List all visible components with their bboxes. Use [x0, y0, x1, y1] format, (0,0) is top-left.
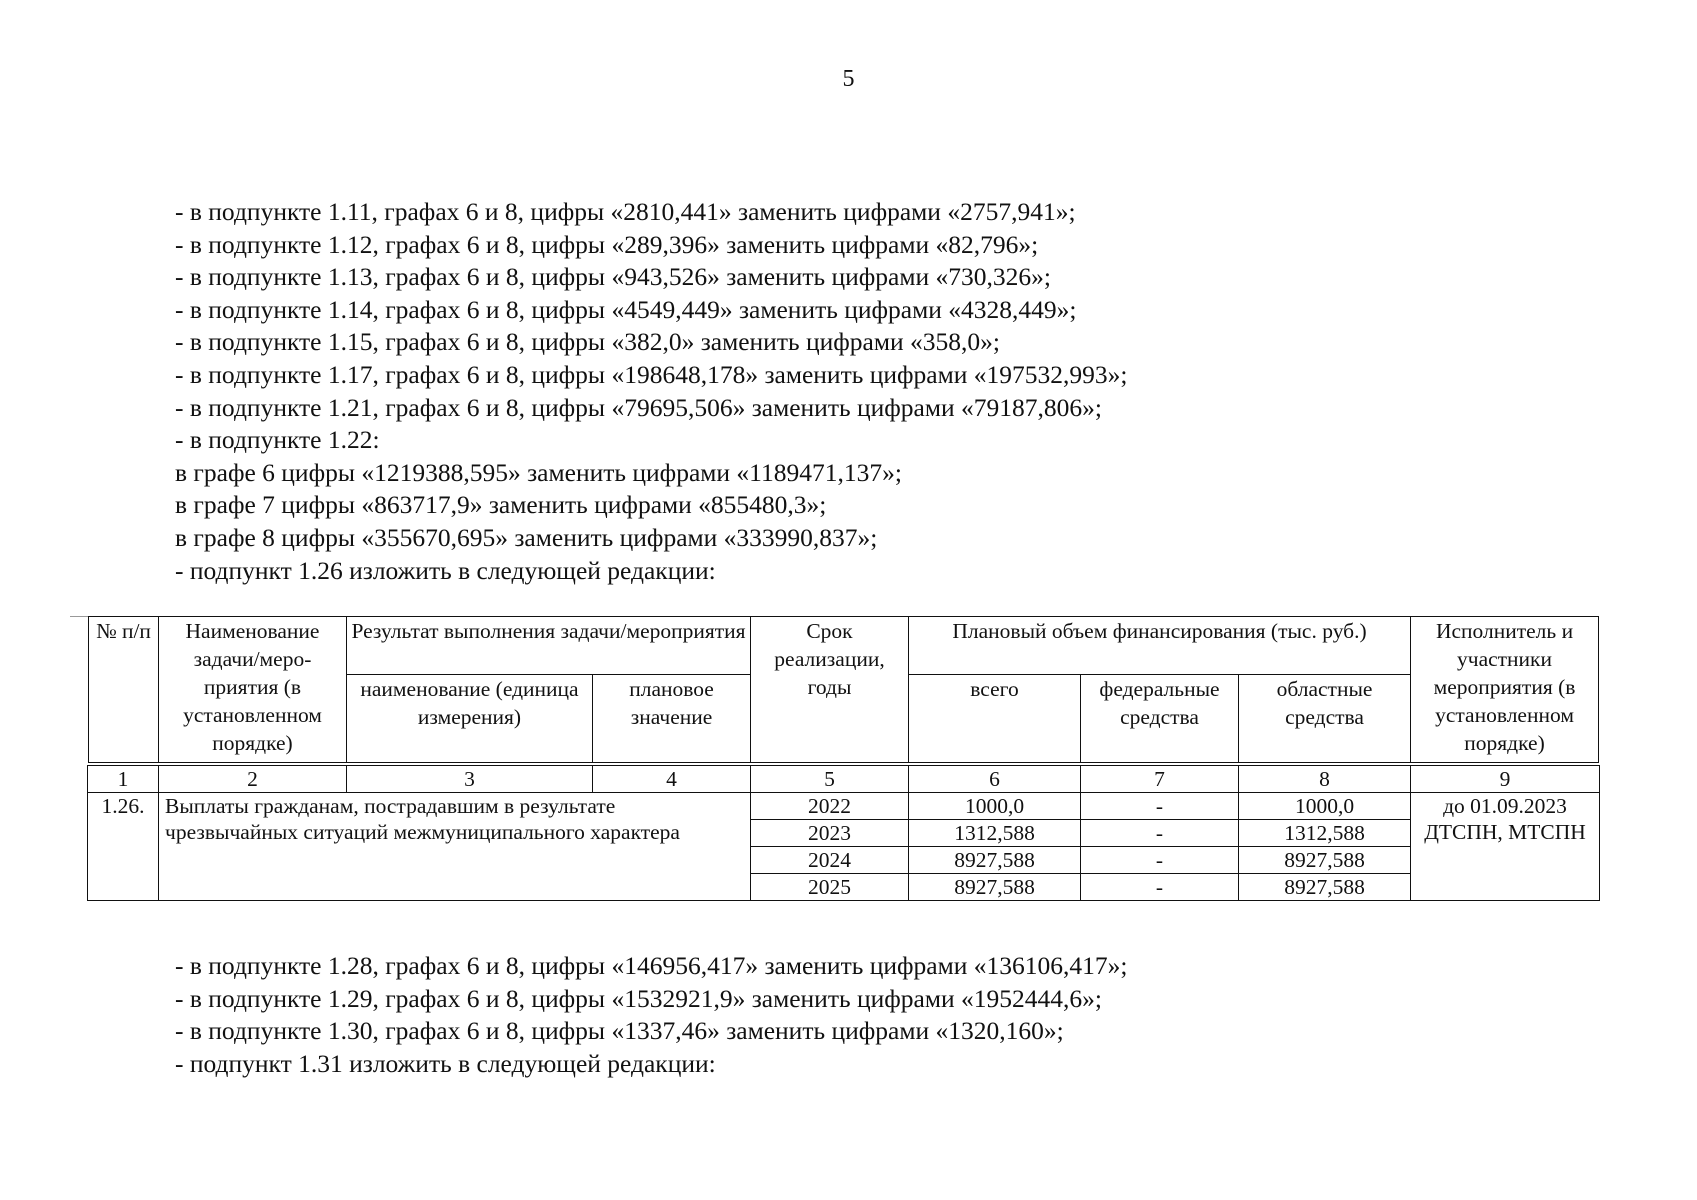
- header-funding: Плановый объем финансирования (тыс. руб.): [909, 617, 1411, 675]
- federal-cell: -: [1081, 847, 1239, 874]
- column-number: 7: [1081, 766, 1239, 793]
- amendment-line: - подпункт 1.26 изложить в следующей редакции:: [175, 555, 716, 585]
- amendment-line: - в подпункте 1.13, графах 6 и 8, цифры «943,526» заменить цифрами «730,326»;: [175, 262, 1051, 292]
- column-number: 4: [593, 766, 751, 793]
- header-result-name: наименование (единица измерения): [347, 675, 593, 763]
- amendments-top: [175, 196, 1127, 587]
- executor-cell: до 01.09.2023 ДТСПН, МТСПН: [1411, 793, 1600, 901]
- column-number: 5: [751, 766, 909, 793]
- table-header: [88, 616, 1599, 763]
- year-cell: 2022: [751, 793, 909, 820]
- amendment-line: - в подпункте 1.14, графах 6 и 8, цифры «4549,449» заменить цифрами «4328,449»;: [175, 294, 1077, 324]
- header-num: № п/п: [89, 617, 159, 763]
- column-number: 3: [347, 766, 593, 793]
- year-cell: 2025: [751, 874, 909, 901]
- amendment-line: в графе 7 цифры «863717,9» заменить цифрами «855480,3»;: [175, 490, 827, 520]
- amendment-line: в графе 8 цифры «355670,695» заменить цифрами «333990,837»;: [175, 522, 878, 552]
- header-result: Результат выполнения задачи/мероприятия: [347, 617, 751, 675]
- total-cell: 8927,588: [909, 874, 1081, 901]
- regional-cell: 1312,588: [1239, 820, 1411, 847]
- column-number: 6: [909, 766, 1081, 793]
- item-number: 1.26.: [88, 793, 159, 901]
- header-regional: областные средства: [1239, 675, 1411, 763]
- header-term: Срок реализации, годы: [751, 617, 909, 763]
- total-cell: 1000,0: [909, 793, 1081, 820]
- column-number: 2: [159, 766, 347, 793]
- amendment-line: - в подпункте 1.15, графах 6 и 8, цифры «382,0» заменить цифрами «358,0»;: [175, 327, 1000, 357]
- amendment-line: в графе 6 цифры «1219388,595» заменить цифрами «1189471,137»;: [175, 457, 902, 487]
- column-number-row: [88, 766, 1600, 793]
- page-number: 5: [842, 66, 855, 92]
- header-name: Наименование задачи/меро-приятия (в установленном порядке): [159, 617, 347, 763]
- regional-cell: 8927,588: [1239, 874, 1411, 901]
- header-total: всего: [909, 675, 1081, 763]
- federal-cell: -: [1081, 793, 1239, 820]
- item-name: Выплаты гражданам, пострадавшим в результате чрезвычайных ситуаций межмуниципального характера: [159, 793, 751, 901]
- amendment-line: - в подпункте 1.21, графах 6 и 8, цифры «79695,506» заменить цифрами «79187,806»;: [175, 392, 1102, 422]
- table-row: [88, 793, 1600, 820]
- total-cell: 1312,588: [909, 820, 1081, 847]
- year-cell: 2024: [751, 847, 909, 874]
- header-result-value: плановое значение: [593, 675, 751, 763]
- federal-cell: -: [1081, 820, 1239, 847]
- header-federal: федеральные средства: [1081, 675, 1239, 763]
- year-cell: 2023: [751, 820, 909, 847]
- column-number: 1: [88, 766, 159, 793]
- regional-cell: 1000,0: [1239, 793, 1411, 820]
- amendment-line: - в подпункте 1.28, графах 6 и 8, цифры «146956,417» заменить цифрами «136106,417»;: [175, 951, 1128, 980]
- amendment-line: - в подпункте 1.12, графах 6 и 8, цифры «289,396» заменить цифрами «82,796»;: [175, 229, 1039, 259]
- amendment-line: - в подпункте 1.17, графах 6 и 8, цифры «198648,178» заменить цифрами «197532,993»;: [175, 359, 1128, 389]
- total-cell: 8927,588: [909, 847, 1081, 874]
- column-number: 8: [1239, 766, 1411, 793]
- amendment-line: - подпункт 1.31 изложить в следующей редакции:: [175, 1048, 716, 1078]
- amendment-line: - в подпункте 1.29, графах 6 и 8, цифры «1532921,9» заменить цифрами «1952444,6»;: [175, 983, 1102, 1013]
- federal-cell: -: [1081, 874, 1239, 901]
- table-body: [87, 765, 1600, 901]
- scan-edge-mark: [70, 616, 88, 617]
- amendments-bottom: [175, 950, 1127, 1080]
- amendment-line: - в подпункте 1.22:: [175, 425, 380, 455]
- regional-cell: 8927,588: [1239, 847, 1411, 874]
- header-executor: Исполнитель и участники мероприятия (в установленном порядке): [1411, 617, 1599, 763]
- amendment-line: - в подпункте 1.30, графах 6 и 8, цифры «1337,46» заменить цифрами «1320,160»;: [175, 1016, 1064, 1046]
- amendment-line: - в подпункте 1.11, графах 6 и 8, цифры «2810,441» заменить цифрами «2757,941»;: [175, 197, 1076, 226]
- column-number: 9: [1411, 766, 1600, 793]
